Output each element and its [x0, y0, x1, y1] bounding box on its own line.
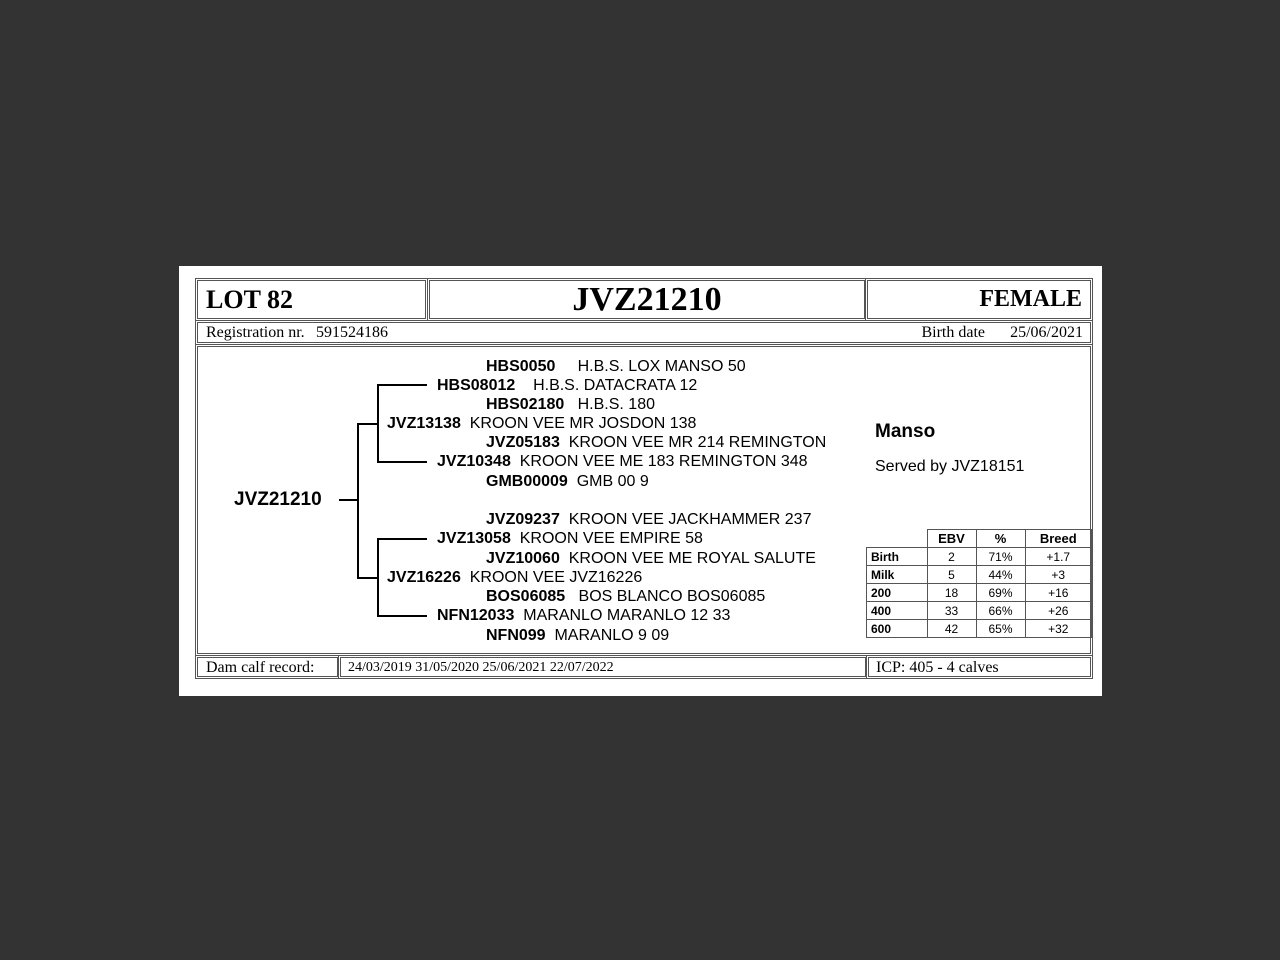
- icp-box: [866, 655, 1093, 679]
- ebv-row-label: Birth: [867, 548, 928, 566]
- pedigree-dam-dam-sire: BOS06085 BOS BLANCO BOS06085: [486, 588, 766, 605]
- pedigree-dam-sire: JVZ13058 KROON VEE EMPIRE 58: [437, 530, 703, 547]
- ebv-pct: 71%: [976, 548, 1025, 566]
- birth-date-label: Birth date: [921, 324, 985, 341]
- pct-col-header: %: [976, 530, 1025, 548]
- breed-col-header: Breed: [1025, 530, 1092, 548]
- sire-dam-connector: [377, 461, 427, 463]
- ebv-value: 42: [927, 620, 976, 638]
- pedigree-dam-dam: NFN12033 MARANLO MARANLO 12 33: [437, 607, 731, 624]
- ebv-breed: +26: [1025, 602, 1092, 620]
- dam-calf-label: Dam calf record:: [206, 659, 315, 676]
- ebv-header-row: [867, 530, 1092, 548]
- dam-dam-connector: [377, 615, 427, 617]
- ebv-table: [866, 529, 1092, 638]
- pedigree-dam-dam-dam: NFN099 MARANLO 9 09: [486, 627, 670, 644]
- ebv-row: [867, 584, 1092, 602]
- registration-label: Registration nr.: [206, 324, 305, 341]
- dam-sire-connector: [377, 538, 427, 540]
- pedigree-dam-sire-sire: JVZ09237 KROON VEE JACKHAMMER 237: [486, 511, 812, 528]
- pedigree-sire-dam: JVZ10348 KROON VEE ME 183 REMINGTON 348: [437, 453, 808, 470]
- lot-box: [195, 278, 428, 321]
- pedigree-sire-sire-dam: HBS02180 H.B.S. 180: [486, 396, 655, 413]
- ebv-value: 5: [927, 566, 976, 584]
- pedigree-sire-dam-sire: JVZ05183 KROON VEE MR 214 REMINGTON: [486, 434, 827, 451]
- ebv-pct: 69%: [976, 584, 1025, 602]
- ebv-row-label: 600: [867, 620, 928, 638]
- served-by: Served by JVZ18151: [875, 458, 1025, 475]
- ebv-breed: +3: [1025, 566, 1092, 584]
- sire-sire-connector: [377, 384, 427, 386]
- ebv-row-label: Milk: [867, 566, 928, 584]
- lot-number: LOT 82: [206, 284, 293, 314]
- dam-calf-label-box: [195, 655, 340, 679]
- pedigree-sire: JVZ13138 KROON VEE MR JOSDON 138: [387, 415, 697, 432]
- dam-calf-dates-box: [338, 655, 868, 679]
- ebv-value: 18: [927, 584, 976, 602]
- ebv-pct: 44%: [976, 566, 1025, 584]
- pedigree-dam-sire-dam: JVZ10060 KROON VEE ME ROYAL SALUTE: [486, 550, 816, 567]
- id-box: [427, 278, 867, 321]
- ebv-pct: 66%: [976, 602, 1025, 620]
- ebv-col-header: EBV: [927, 530, 976, 548]
- birth-date: 25/06/2021: [1010, 324, 1083, 341]
- ebv-row: [867, 620, 1092, 638]
- ebv-row-label: 400: [867, 602, 928, 620]
- ebv-breed: +1.7: [1025, 548, 1092, 566]
- pedigree-sire-sire: HBS08012 H.B.S. DATACRATA 12: [437, 377, 698, 394]
- pedigree-root: JVZ21210: [234, 489, 322, 510]
- sex-label: FEMALE: [979, 286, 1082, 312]
- dam-calf-dates: 24/03/2019 31/05/2020 25/06/2021 22/07/2022: [348, 660, 614, 675]
- breed-name: Manso: [875, 421, 936, 442]
- root-connector: [339, 499, 357, 501]
- ebv-breed: +32: [1025, 620, 1092, 638]
- pedigree-sire-dam-dam: GMB00009 GMB 00 9: [486, 473, 649, 490]
- registration-row: [195, 320, 1093, 345]
- dam-vertical: [377, 538, 379, 616]
- root-vertical: [357, 423, 359, 578]
- ebv-value: 33: [927, 602, 976, 620]
- dam-connector: [357, 577, 379, 579]
- ebv-breed: +16: [1025, 584, 1092, 602]
- pedigree-dam: JVZ16226 KROON VEE JVZ16226: [387, 569, 643, 586]
- sire-connector: [357, 423, 379, 425]
- lot-card: [179, 266, 1102, 696]
- ebv-pct: 65%: [976, 620, 1025, 638]
- registration-number: 591524186: [316, 324, 388, 341]
- ebv-value: 2: [927, 548, 976, 566]
- sex-box: [865, 278, 1093, 321]
- pedigree-sire-sire-sire: HBS0050 H.B.S. LOX MANSO 50: [486, 358, 746, 375]
- icp-value: ICP: 405 - 4 calves: [876, 659, 999, 676]
- ebv-row: [867, 548, 1092, 566]
- ebv-row: [867, 602, 1092, 620]
- sire-vertical: [377, 384, 379, 462]
- ebv-row: [867, 566, 1092, 584]
- ebv-row-label: 200: [867, 584, 928, 602]
- animal-id-title: JVZ21210: [572, 280, 722, 318]
